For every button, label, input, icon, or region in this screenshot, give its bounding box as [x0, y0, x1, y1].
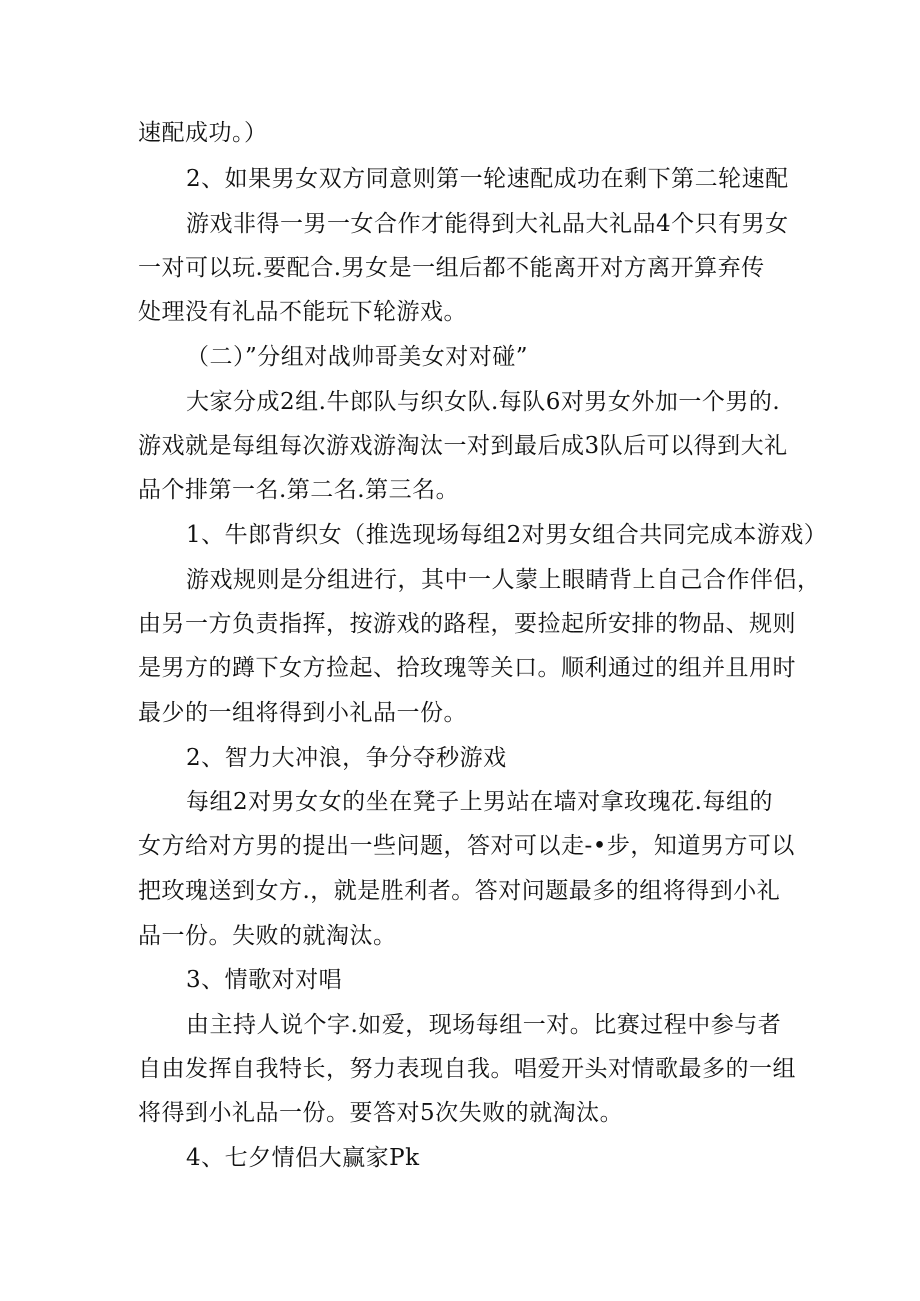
item-heading: 1、牛郎背织女（推选现场每组2对男女组合共同完成本游戏） [186, 522, 828, 548]
text-line: 每组2对男女女的坐在凳子上男站在墙对拿玫瑰花.每组的 [186, 789, 773, 815]
item-heading: 2、如果男女双方同意则第一轮速配成功在剩下第二轮速配 [186, 166, 789, 192]
text-line: 品个排第一名.第二名.第三名。 [138, 477, 460, 503]
text-line: 由另一方负责指挥，按游戏的路程，要捡起所安排的物品、规则 [138, 611, 796, 637]
text-line: 大家分成2组.牛郎队与织女队.每队6对男女外加一个男的. [186, 389, 781, 415]
text-line: 一对可以玩.要配合.男女是一组后都不能离开对方离开算弃传 [138, 255, 765, 281]
item-heading: 4、七夕情侣大赢家Pk [186, 1145, 420, 1171]
item-heading: 2、智力大冲浪，争分夺秒游戏 [186, 745, 507, 771]
section-heading: （二）”分组对战帅哥美女对对碰” [186, 344, 529, 370]
text-line: 游戏非得一男一女合作才能得到大礼品大礼品4个只有男女 [186, 211, 789, 237]
text-line: 把玫瑰送到女方.，就是胜利者。答对问题最多的组将得到小礼 [138, 878, 781, 904]
text-line: 游戏就是每组每次游戏游淘汰一对到最后成3队后可以得到大礼 [138, 433, 788, 459]
text-line: 由主持人说个字.如爱，现场每组一对。比赛过程中参与者 [186, 1012, 782, 1038]
text-line: 自由发挥自我特长，努力表现自我。唱爱开头对情歌最多的一组 [138, 1056, 796, 1082]
text-line: 将得到小礼品一份。要答对5次失败的就淘汰。 [138, 1100, 624, 1126]
text-line: 游戏规则是分组进行，其中一人蒙上眼睛背上自己合作伴侣， [186, 567, 821, 593]
text-line: 女方给对方男的提出一些问题，答对可以走-•步，知道男方可以 [138, 833, 795, 859]
text-line: 品一份。失败的就淘汰。 [138, 923, 397, 949]
text-line: 速配成功。） [138, 120, 268, 146]
text-line: 是男方的蹲下女方捡起、拾玫瑰等关口。顺利通过的组并且用时 [138, 655, 796, 681]
text-line: 处理没有礼品不能玩下轮游戏。 [138, 299, 467, 325]
text-line: 最少的一组将得到小礼品一份。 [138, 700, 467, 726]
item-heading: 3、情歌对对唱 [186, 967, 343, 993]
